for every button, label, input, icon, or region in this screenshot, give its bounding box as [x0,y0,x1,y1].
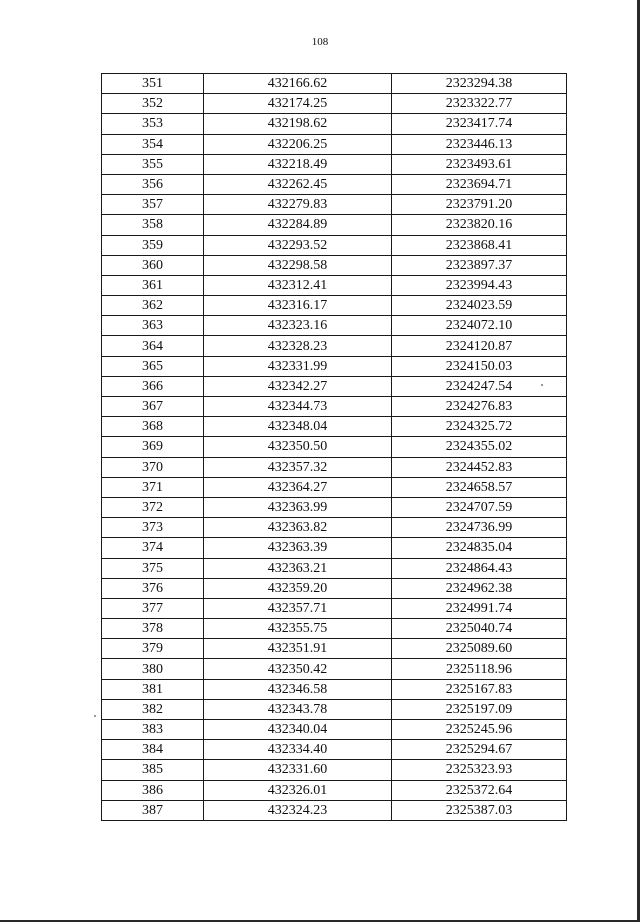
table-row [102,397,567,417]
y-coordinate-cell: 2324355.02 [392,437,567,457]
x-coordinate-cell: 432351.91 [204,639,392,659]
y-coordinate-cell: 2325294.67 [392,740,567,760]
x-coordinate-cell: 432363.39 [204,538,392,558]
x-coordinate-cell: 432357.71 [204,598,392,618]
x-coordinate-cell: 432293.52 [204,235,392,255]
table-row [102,558,567,578]
point-number-cell: 368 [102,417,204,437]
x-coordinate-cell: 432316.17 [204,296,392,316]
x-coordinate-cell: 432166.62 [204,74,392,94]
point-number-cell: 378 [102,619,204,639]
x-coordinate-cell: 432344.73 [204,397,392,417]
y-coordinate-cell: 2325040.74 [392,619,567,639]
table-row [102,699,567,719]
y-coordinate-cell: 2324247.54 [392,376,567,396]
table-row [102,780,567,800]
table-row [102,74,567,94]
point-number-cell: 384 [102,740,204,760]
y-coordinate-cell: 2323322.77 [392,94,567,114]
y-coordinate-cell: 2324072.10 [392,316,567,336]
table-row [102,376,567,396]
y-coordinate-cell: 2323868.41 [392,235,567,255]
x-coordinate-cell: 432206.25 [204,134,392,154]
y-coordinate-cell: 2325372.64 [392,780,567,800]
y-coordinate-cell: 2325245.96 [392,720,567,740]
table-row [102,760,567,780]
table-row [102,800,567,820]
x-coordinate-cell: 432218.49 [204,154,392,174]
point-number-cell: 382 [102,699,204,719]
x-coordinate-cell: 432334.40 [204,740,392,760]
y-coordinate-cell: 2324707.59 [392,497,567,517]
point-number-cell: 373 [102,518,204,538]
x-coordinate-cell: 432331.60 [204,760,392,780]
point-number-cell: 361 [102,275,204,295]
x-coordinate-cell: 432328.23 [204,336,392,356]
y-coordinate-cell: 2324023.59 [392,296,567,316]
x-coordinate-cell: 432331.99 [204,356,392,376]
table-row [102,720,567,740]
x-coordinate-cell: 432359.20 [204,578,392,598]
point-number-cell: 355 [102,154,204,174]
point-number-cell: 374 [102,538,204,558]
y-coordinate-cell: 2324962.38 [392,578,567,598]
scan-speck [94,715,96,717]
y-coordinate-cell: 2323446.13 [392,134,567,154]
point-number-cell: 358 [102,215,204,235]
table-row [102,457,567,477]
y-coordinate-cell: 2324658.57 [392,477,567,497]
page-number: 108 [311,36,329,48]
point-number-cell: 353 [102,114,204,134]
coordinate-table-body [102,74,567,821]
table-row [102,437,567,457]
table-row [102,659,567,679]
y-coordinate-cell: 2323897.37 [392,255,567,275]
y-coordinate-cell: 2323417.74 [392,114,567,134]
x-coordinate-cell: 432298.58 [204,255,392,275]
y-coordinate-cell: 2325387.03 [392,800,567,820]
y-coordinate-cell: 2324120.87 [392,336,567,356]
y-coordinate-cell: 2325323.93 [392,760,567,780]
table-row [102,598,567,618]
y-coordinate-cell: 2323820.16 [392,215,567,235]
y-coordinate-cell: 2324736.99 [392,518,567,538]
table-row [102,578,567,598]
y-coordinate-cell: 2324835.04 [392,538,567,558]
point-number-cell: 371 [102,477,204,497]
table-row [102,740,567,760]
point-number-cell: 367 [102,397,204,417]
y-coordinate-cell: 2323791.20 [392,195,567,215]
y-coordinate-cell: 2324864.43 [392,558,567,578]
point-number-cell: 370 [102,457,204,477]
x-coordinate-cell: 432342.27 [204,376,392,396]
x-coordinate-cell: 432323.16 [204,316,392,336]
table-row [102,215,567,235]
point-number-cell: 359 [102,235,204,255]
point-number-cell: 352 [102,94,204,114]
point-number-cell: 381 [102,679,204,699]
table-row [102,679,567,699]
point-number-cell: 387 [102,800,204,820]
x-coordinate-cell: 432363.82 [204,518,392,538]
x-coordinate-cell: 432363.99 [204,497,392,517]
x-coordinate-cell: 432198.62 [204,114,392,134]
point-number-cell: 372 [102,497,204,517]
point-number-cell: 375 [102,558,204,578]
y-coordinate-cell: 2325089.60 [392,639,567,659]
point-number-cell: 360 [102,255,204,275]
point-number-cell: 364 [102,336,204,356]
table-row [102,538,567,558]
y-coordinate-cell: 2324452.83 [392,457,567,477]
y-coordinate-cell: 2323493.61 [392,154,567,174]
table-row [102,134,567,154]
x-coordinate-cell: 432350.42 [204,659,392,679]
x-coordinate-cell: 432348.04 [204,417,392,437]
x-coordinate-cell: 432340.04 [204,720,392,740]
x-coordinate-cell: 432174.25 [204,94,392,114]
point-number-cell: 379 [102,639,204,659]
x-coordinate-cell: 432363.21 [204,558,392,578]
table-row [102,619,567,639]
point-number-cell: 357 [102,195,204,215]
x-coordinate-cell: 432312.41 [204,275,392,295]
x-coordinate-cell: 432262.45 [204,174,392,194]
point-number-cell: 365 [102,356,204,376]
x-coordinate-cell: 432343.78 [204,699,392,719]
table-row [102,639,567,659]
table-row [102,275,567,295]
point-number-cell: 369 [102,437,204,457]
table-row [102,235,567,255]
y-coordinate-cell: 2325167.83 [392,679,567,699]
y-coordinate-cell: 2325118.96 [392,659,567,679]
point-number-cell: 356 [102,174,204,194]
x-coordinate-cell: 432357.32 [204,457,392,477]
y-coordinate-cell: 2324276.83 [392,397,567,417]
point-number-cell: 385 [102,760,204,780]
y-coordinate-cell: 2323994.43 [392,275,567,295]
x-coordinate-cell: 432346.58 [204,679,392,699]
table-row [102,336,567,356]
table-row [102,255,567,275]
point-number-cell: 354 [102,134,204,154]
point-number-cell: 383 [102,720,204,740]
y-coordinate-cell: 2324991.74 [392,598,567,618]
table-row [102,94,567,114]
x-coordinate-cell: 432355.75 [204,619,392,639]
point-number-cell: 377 [102,598,204,618]
table-row [102,296,567,316]
x-coordinate-cell: 432364.27 [204,477,392,497]
table-row [102,174,567,194]
point-number-cell: 362 [102,296,204,316]
y-coordinate-cell: 2323294.38 [392,74,567,94]
coordinate-table [101,73,567,821]
point-number-cell: 351 [102,74,204,94]
table-row [102,154,567,174]
x-coordinate-cell: 432350.50 [204,437,392,457]
table-row [102,114,567,134]
x-coordinate-cell: 432279.83 [204,195,392,215]
table-row [102,316,567,336]
x-coordinate-cell: 432326.01 [204,780,392,800]
point-number-cell: 380 [102,659,204,679]
x-coordinate-cell: 432284.89 [204,215,392,235]
table-row [102,417,567,437]
y-coordinate-cell: 2325197.09 [392,699,567,719]
point-number-cell: 376 [102,578,204,598]
x-coordinate-cell: 432324.23 [204,800,392,820]
table-row [102,518,567,538]
table-row [102,195,567,215]
y-coordinate-cell: 2324150.03 [392,356,567,376]
point-number-cell: 366 [102,376,204,396]
y-coordinate-cell: 2324325.72 [392,417,567,437]
point-number-cell: 386 [102,780,204,800]
point-number-cell: 363 [102,316,204,336]
table-row [102,477,567,497]
table-row [102,497,567,517]
table-row [102,356,567,376]
y-coordinate-cell: 2323694.71 [392,174,567,194]
